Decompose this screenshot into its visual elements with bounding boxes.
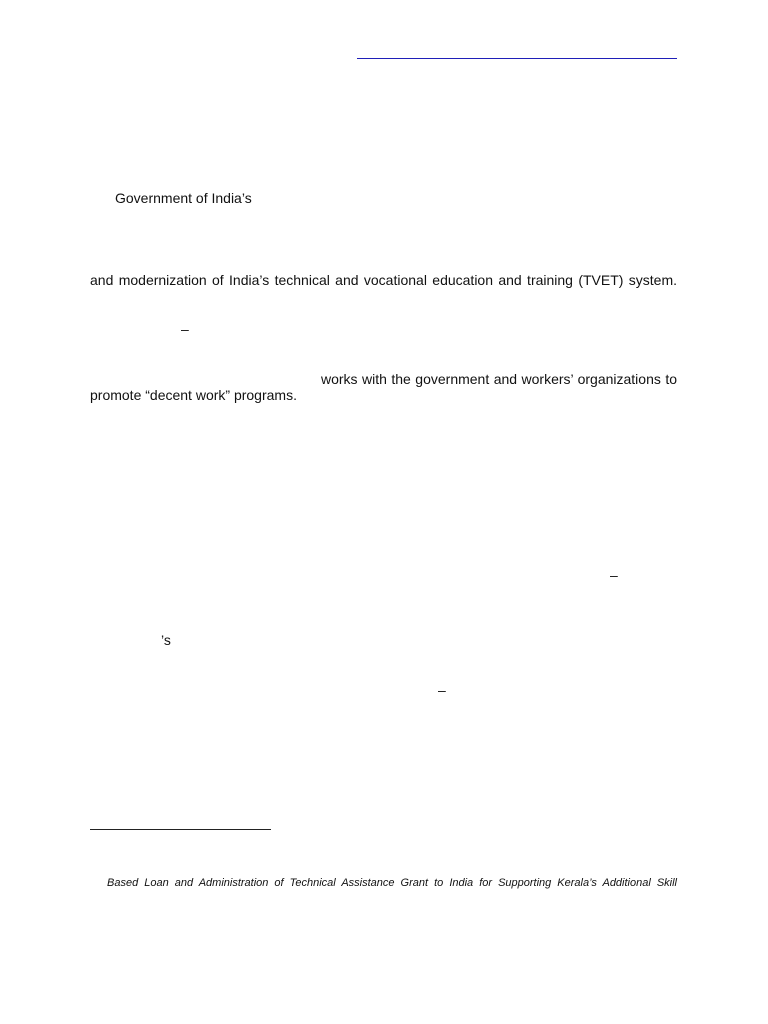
text-dash: – — [438, 682, 446, 698]
text-possessive: ’s — [161, 632, 171, 648]
text-tvet-line: and modernization of India’s technical and vocational education and training (TVET) system. — [90, 272, 677, 288]
footnote-text: Based Loan and Administration of Technical Assistance Grant to India for Supporting Kerala’s Additional Skill — [107, 877, 677, 889]
text-dash: – — [181, 321, 189, 337]
text-decent-work-line-2: promote “decent work” programs. — [90, 387, 297, 403]
text-decent-work-line-1: works with the government and workers’ organizations to — [321, 371, 677, 387]
footnote-separator — [90, 829, 271, 830]
text-dash: – — [610, 567, 618, 583]
text-government-of-india: Government of India’s — [115, 190, 252, 206]
hyperlink-underline[interactable] — [357, 58, 677, 59]
